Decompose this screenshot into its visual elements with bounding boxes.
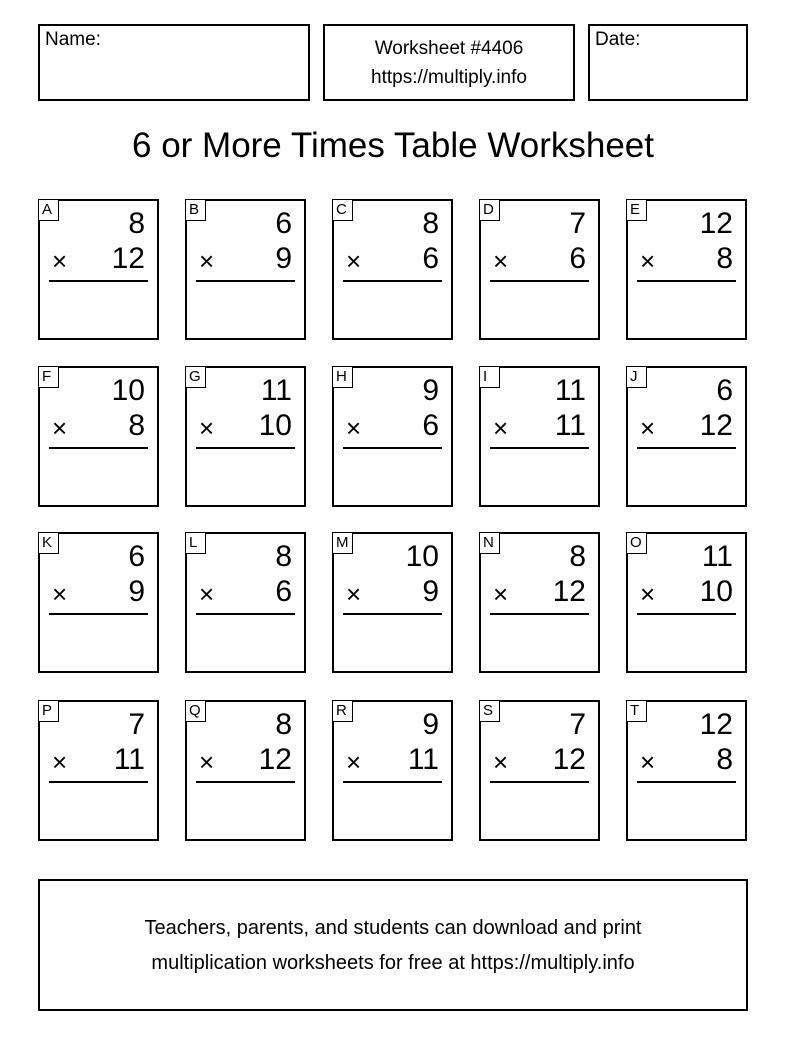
- multiplicand: 8: [275, 540, 292, 573]
- multiplier: 12: [699, 409, 733, 442]
- times-sign: ×: [493, 413, 509, 443]
- answer-line: [49, 781, 148, 783]
- answer-line: [49, 447, 148, 449]
- problem-letter: T: [626, 700, 647, 722]
- problem-card[interactable]: [626, 532, 747, 673]
- times-sign: ×: [199, 413, 215, 443]
- problem-letter: G: [185, 366, 206, 388]
- multiplier: 6: [569, 242, 586, 275]
- answer-line: [637, 447, 736, 449]
- multiplier: 6: [422, 409, 439, 442]
- times-sign: ×: [199, 747, 215, 777]
- worksheet-number: Worksheet #4406: [374, 38, 524, 59]
- problem-card[interactable]: [185, 199, 306, 340]
- name-label: Name:: [45, 29, 101, 50]
- problem-card[interactable]: [185, 532, 306, 673]
- problem-letter: D: [479, 199, 500, 221]
- multiplicand: 9: [422, 708, 439, 741]
- problem-card[interactable]: [38, 366, 159, 507]
- answer-line: [343, 280, 442, 282]
- problem-card[interactable]: [332, 366, 453, 507]
- multiplier: 11: [407, 743, 439, 776]
- multiplicand: 12: [699, 207, 733, 240]
- answer-line: [490, 280, 589, 282]
- worksheet-info-box: [323, 24, 575, 101]
- answer-line: [343, 781, 442, 783]
- multiplicand: 9: [422, 374, 439, 407]
- problem-letter: A: [38, 199, 59, 221]
- problem-letter: C: [332, 199, 353, 221]
- multiplier: 12: [111, 242, 145, 275]
- problem-letter: P: [38, 700, 59, 722]
- problem-letter: M: [332, 532, 353, 554]
- times-sign: ×: [346, 579, 362, 609]
- answer-line: [490, 781, 589, 783]
- problem-letter: R: [332, 700, 353, 722]
- problem-card[interactable]: [626, 199, 747, 340]
- multiplicand: 8: [569, 540, 586, 573]
- problem-card[interactable]: [185, 700, 306, 841]
- footer-line-2: multiplication worksheets for free at https://multiply.info: [151, 952, 635, 974]
- problem-card[interactable]: [626, 366, 747, 507]
- worksheet-url: https://multiply.info: [371, 67, 527, 88]
- answer-line: [196, 613, 295, 615]
- times-sign: ×: [493, 579, 509, 609]
- answer-line: [637, 280, 736, 282]
- problem-letter: I: [479, 366, 500, 388]
- problem-card[interactable]: [332, 700, 453, 841]
- answer-line: [490, 613, 589, 615]
- times-sign: ×: [52, 246, 68, 276]
- problem-card[interactable]: [38, 199, 159, 340]
- answer-line: [343, 613, 442, 615]
- problem-card[interactable]: [332, 532, 453, 673]
- times-sign: ×: [52, 579, 68, 609]
- page-title: 6 or More Times Table Worksheet: [132, 126, 654, 165]
- problem-card[interactable]: [479, 366, 600, 507]
- answer-line: [637, 781, 736, 783]
- times-sign: ×: [640, 579, 656, 609]
- answer-line: [637, 613, 736, 615]
- problem-card[interactable]: [38, 700, 159, 841]
- problem-card[interactable]: [332, 199, 453, 340]
- name-field[interactable]: [38, 24, 310, 101]
- multiplier: 12: [552, 743, 586, 776]
- footer-line-1: Teachers, parents, and students can download and print: [144, 917, 642, 939]
- times-sign: ×: [52, 747, 68, 777]
- problem-letter: Q: [185, 700, 206, 722]
- answer-line: [49, 280, 148, 282]
- times-sign: ×: [640, 413, 656, 443]
- multiplier: 9: [275, 242, 292, 275]
- date-label: Date:: [595, 29, 641, 50]
- problem-card[interactable]: [185, 366, 306, 507]
- times-sign: ×: [493, 246, 509, 276]
- problem-letter: J: [626, 366, 647, 388]
- multiplier: 6: [275, 575, 292, 608]
- problem-letter: S: [479, 700, 500, 722]
- multiplier: 12: [258, 743, 292, 776]
- multiplier: 12: [552, 575, 586, 608]
- problem-letter: K: [38, 532, 59, 554]
- problem-letter: O: [626, 532, 647, 554]
- problem-card[interactable]: [479, 700, 600, 841]
- multiplier: 11: [113, 743, 145, 776]
- problem-card[interactable]: [479, 532, 600, 673]
- multiplicand: 6: [128, 540, 145, 573]
- answer-line: [196, 781, 295, 783]
- times-sign: ×: [199, 246, 215, 276]
- answer-line: [49, 613, 148, 615]
- multiplicand: 11: [701, 540, 733, 573]
- problem-letter: B: [185, 199, 206, 221]
- problem-letter: L: [185, 532, 206, 554]
- answer-line: [490, 447, 589, 449]
- times-sign: ×: [199, 579, 215, 609]
- multiplier: 6: [422, 242, 439, 275]
- problem-card[interactable]: [626, 700, 747, 841]
- times-sign: ×: [640, 246, 656, 276]
- multiplicand: 10: [405, 540, 439, 573]
- multiplier: 9: [128, 575, 145, 608]
- multiplicand: 8: [422, 207, 439, 240]
- multiplier: 8: [716, 242, 733, 275]
- multiplicand: 7: [569, 708, 586, 741]
- multiplier: 11: [554, 409, 586, 442]
- multiplier: 8: [716, 743, 733, 776]
- times-sign: ×: [640, 747, 656, 777]
- answer-line: [343, 447, 442, 449]
- multiplier: 9: [422, 575, 439, 608]
- multiplicand: 7: [569, 207, 586, 240]
- problem-card[interactable]: [479, 199, 600, 340]
- multiplier: 10: [258, 409, 292, 442]
- multiplicand: 6: [275, 207, 292, 240]
- multiplier: 10: [699, 575, 733, 608]
- multiplicand: 6: [716, 374, 733, 407]
- multiplier: 8: [128, 409, 145, 442]
- date-field[interactable]: [588, 24, 748, 101]
- problem-letter: H: [332, 366, 353, 388]
- times-sign: ×: [493, 747, 509, 777]
- problem-letter: F: [38, 366, 59, 388]
- multiplicand: 8: [275, 708, 292, 741]
- multiplicand: 10: [111, 374, 145, 407]
- multiplicand: 7: [128, 708, 145, 741]
- times-sign: ×: [52, 413, 68, 443]
- problem-letter: E: [626, 199, 647, 221]
- problem-card[interactable]: [38, 532, 159, 673]
- times-sign: ×: [346, 413, 362, 443]
- problem-letter: N: [479, 532, 500, 554]
- multiplicand: 11: [260, 374, 292, 407]
- footer-note: [38, 879, 748, 1011]
- times-sign: ×: [346, 246, 362, 276]
- times-sign: ×: [346, 747, 362, 777]
- answer-line: [196, 447, 295, 449]
- multiplicand: 8: [128, 207, 145, 240]
- multiplicand: 11: [554, 374, 586, 407]
- multiplicand: 12: [699, 708, 733, 741]
- answer-line: [196, 280, 295, 282]
